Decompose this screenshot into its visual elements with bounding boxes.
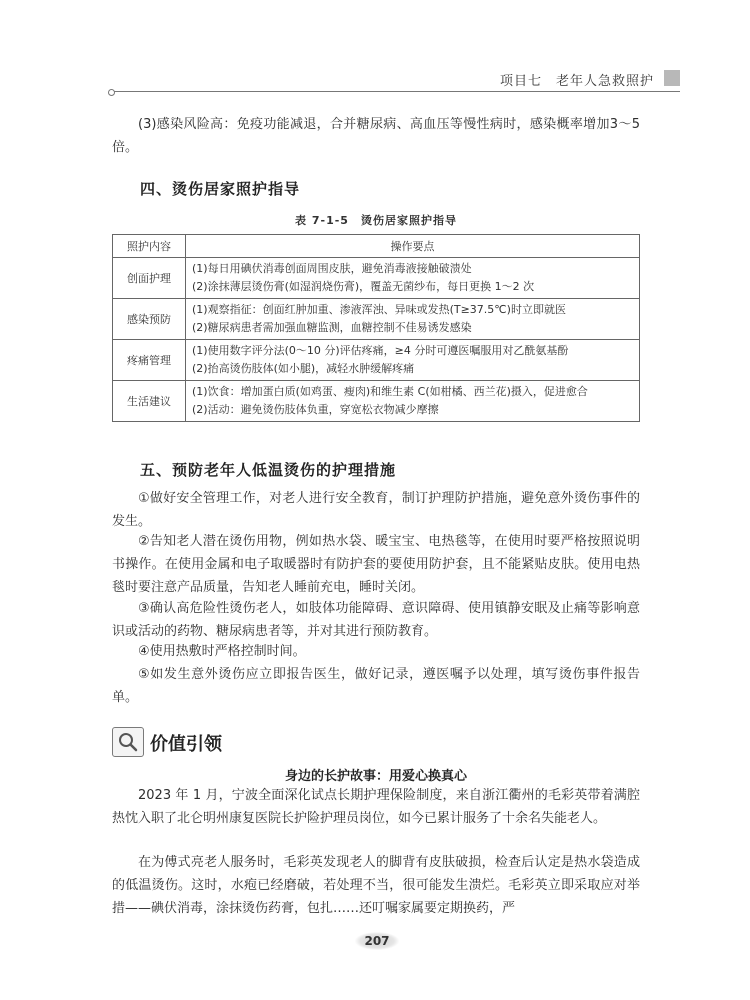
row-points	[186, 299, 640, 340]
row-points	[186, 340, 640, 381]
row-points	[186, 381, 640, 422]
table-row	[113, 381, 640, 422]
row-points	[186, 258, 640, 299]
section-4-heading: 四、烫伤居家照护指导	[140, 180, 301, 198]
header-marker	[664, 70, 680, 86]
point-line: (2)涂抹薄层烫伤膏(如湿润烧伤膏)，覆盖无菌纱布，每日更换 1～2 次	[192, 280, 535, 293]
col-header-points: 操作要点	[186, 235, 640, 258]
point-line: (1)每日用碘伏消毒创面周围皮肤，避免消毒液接触破溃处	[192, 262, 472, 275]
table-row	[113, 340, 640, 381]
section-5-heading: 五、预防老年人低温烫伤的护理措施	[140, 461, 397, 479]
table-row	[113, 299, 640, 340]
point-line: (1)使用数字评分法(0～10 分)评估疼痛，≥4 分时可遵医嘱服用对乙酰氨基酚	[192, 344, 569, 357]
row-category: 生活建议	[113, 381, 186, 422]
story-paragraph: 在为傅式亮老人服务时，毛彩英发现老人的脚背有皮肤破损，检查后认定是热水袋造成的低温烫伤。这时，水疱已经磨破，若处理不当，很可能发生溃烂。毛彩英立即采取应对举措——碘伏消毒，涂抹烫伤药膏，包扎……还叮嘱家属要定期换药，严	[112, 855, 640, 916]
row-category: 感染预防	[113, 299, 186, 340]
value-section-title: 价值引领	[150, 734, 222, 755]
row-category: 疼痛管理	[113, 340, 186, 381]
col-header-content: 照护内容	[113, 235, 186, 258]
point-line: (2)糖尿病患者需加强血糖监测，血糖控制不佳易诱发感染	[192, 321, 472, 334]
header-rule	[112, 91, 680, 92]
point-line: (1)饮食：增加蛋白质(如鸡蛋、瘦肉)和维生素 C(如柑橘、西兰花)摄入，促进愈合	[192, 385, 588, 398]
section-5-item: ⑤如发生意外烫伤应立即报告医生，做好记录，遵医嘱予以处理，填写烫伤事件报告单。	[112, 667, 640, 705]
table-caption: 表 7-1-5 烫伤居家照护指导	[295, 214, 457, 227]
point-line: (1)观察指征：创面红肿加重、渗液浑浊、异味或发热(T≥37.5℃)时立即就医	[192, 303, 566, 316]
point-line: (2)活动：避免烫伤肢体负重，穿宽松衣物减少摩擦	[192, 403, 439, 416]
value-section-badge	[112, 727, 144, 757]
magnifier-icon	[117, 731, 139, 753]
story-title: 身边的长护故事：用爱心换真心	[284, 769, 467, 784]
running-header: 项目七 老年人急救照护	[499, 74, 654, 89]
page-number: 207	[355, 932, 399, 950]
table-header-row	[113, 235, 640, 258]
row-category: 创面护理	[113, 258, 186, 299]
story-paragraph: 2023 年 1 月，宁波全面深化试点长期护理保险制度，来自浙江衢州的毛彩英带着满腔热忱入职了北仑明州康复医院长护险护理员岗位，如今已累计服务了十余名失能老人。	[112, 788, 640, 826]
care-guide-table	[112, 234, 640, 422]
section-5-item: ①做好安全管理工作，对老人进行安全教育，制订护理防护措施，避免意外烫伤事件的发生。	[112, 491, 640, 529]
intro-paragraph: (3)感染风险高：免疫功能减退，合并糖尿病、高血压等慢性病时，感染概率增加3～5倍。	[112, 117, 640, 155]
section-5-item: ②告知老人潜在烫伤用物，例如热水袋、暖宝宝、电热毯等，在使用时要严格按照说明书操作。在使用金属和电子取暖器时有防护套的要使用防护套，且不能紧贴皮肤。使用电热毯时要注意产品质量，告知老人睡前充电，睡时关闭。	[112, 534, 640, 595]
point-line: (2)抬高烫伤肢体(如小腿)，减轻水肿缓解疼痛	[192, 362, 415, 375]
section-5-item: ④使用热敷时严格控制时间。	[138, 644, 306, 659]
table-row	[113, 258, 640, 299]
section-5-item: ③确认高危险性烫伤老人，如肢体功能障碍、意识障碍、使用镇静安眠及止痛等影响意识或活动的药物、糖尿病患者等，并对其进行预防教育。	[112, 601, 640, 639]
